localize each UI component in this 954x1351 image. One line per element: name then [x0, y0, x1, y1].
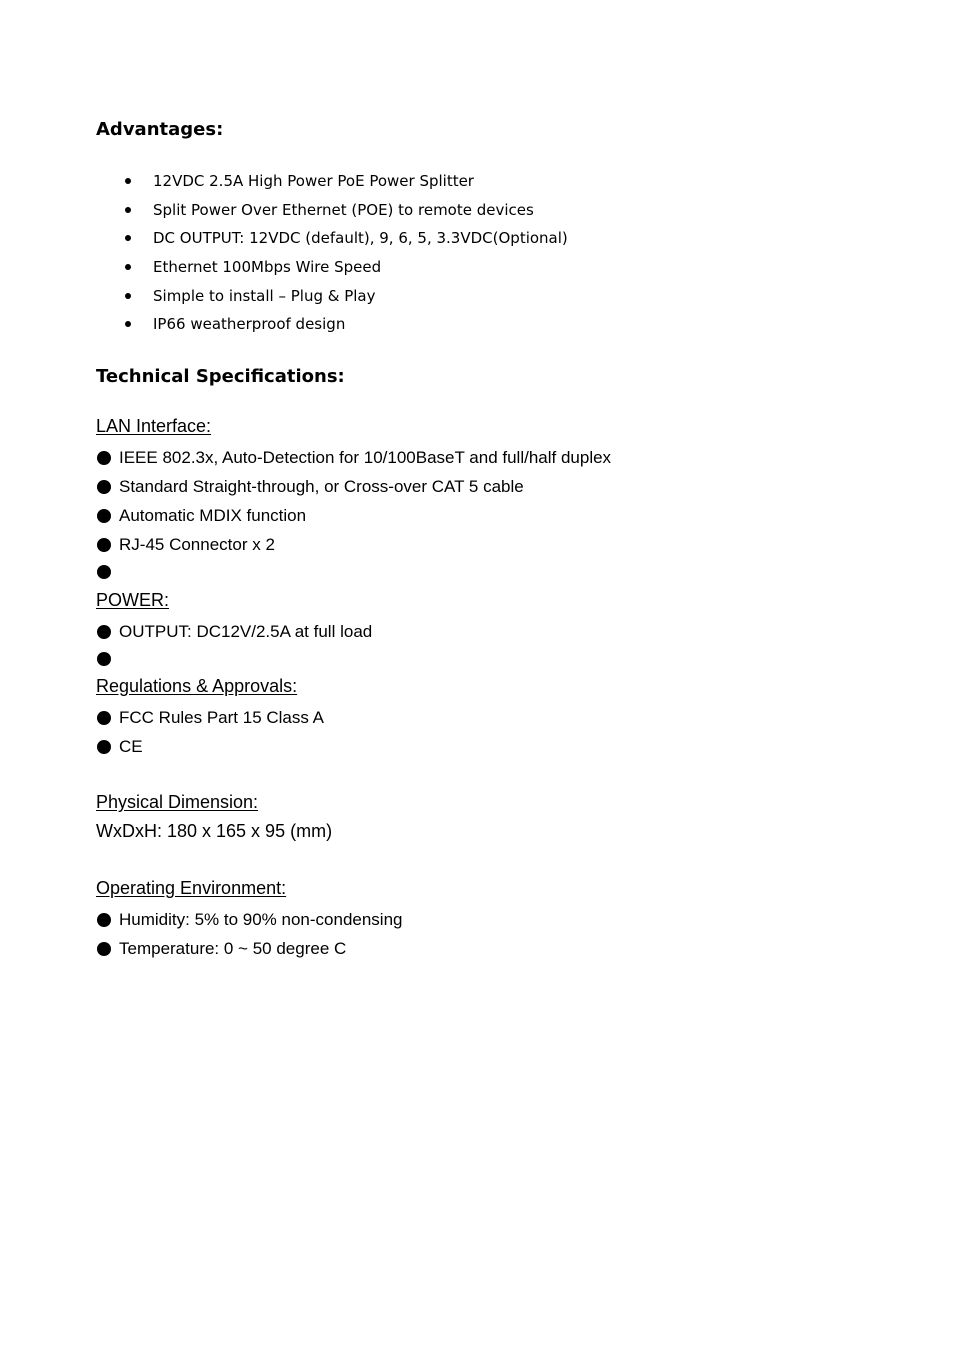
spec-text: Standard Straight-through, or Cross-over CAT 5 cable: [119, 477, 524, 496]
advantage-text: Ethernet 100Mbps Wire Speed: [153, 258, 382, 277]
advantages-heading: Advantages:: [96, 119, 224, 140]
bullet-icon: [97, 711, 111, 725]
list-item: [96, 909, 403, 938]
lan-interface-list: [96, 447, 611, 563]
list-item: [96, 621, 372, 650]
advantage-text: DC OUTPUT: 12VDC (default), 9, 6, 5, 3.3VDC(Optional): [153, 229, 568, 248]
list-item: [96, 313, 568, 342]
list-item: [96, 736, 324, 765]
list-item: [96, 938, 403, 967]
list-item: [96, 199, 568, 228]
list-item: [96, 447, 611, 476]
operating-environment-title: Operating Environment:: [96, 878, 287, 898]
power-title: POWER:: [96, 590, 170, 610]
list-item: [96, 476, 611, 505]
empty-bullet-icon: [97, 652, 111, 666]
empty-bullet-icon: [97, 565, 111, 579]
advantage-text: Simple to install – Plug & Play: [153, 286, 376, 305]
bullet-icon: [97, 509, 111, 523]
list-item: [96, 227, 568, 256]
bullet-icon: [97, 625, 111, 639]
power-list: [96, 621, 372, 650]
regulations-list: [96, 707, 324, 765]
physical-dimension-value: WxDxH: 180 x 165 x 95 (mm): [96, 821, 333, 841]
regulations-title: Regulations & Approvals:: [96, 676, 298, 696]
spec-text: CE: [119, 737, 143, 756]
bullet-icon: [125, 264, 131, 270]
bullet-icon: [125, 235, 131, 241]
bullet-icon: [97, 740, 111, 754]
bullet-icon: [97, 538, 111, 552]
advantages-list: [96, 170, 568, 342]
bullet-icon: [125, 321, 131, 327]
tech-specs-heading: Technical Specifications:: [96, 366, 345, 387]
spec-text: Temperature: 0 ~ 50 degree C: [119, 939, 347, 958]
list-item: [96, 256, 568, 285]
bullet-icon: [125, 293, 131, 299]
bullet-icon: [97, 942, 111, 956]
list-item: [96, 505, 611, 534]
bullet-icon: [97, 451, 111, 465]
list-item: [96, 285, 568, 314]
spec-text: RJ-45 Connector x 2: [119, 535, 275, 554]
advantage-text: IP66 weatherproof design: [153, 315, 346, 334]
advantage-text: 12VDC 2.5A High Power PoE Power Splitter: [153, 172, 474, 190]
list-item: [96, 707, 324, 736]
list-item: [96, 170, 568, 199]
spec-text: FCC Rules Part 15 Class A: [119, 708, 325, 727]
spec-text: IEEE 802.3x, Auto-Detection for 10/100BaseT and full/half duplex: [119, 448, 612, 467]
operating-environment-list: [96, 909, 403, 967]
advantage-text: Split Power Over Ethernet (POE) to remote devices: [153, 200, 534, 219]
physical-dimension-title: Physical Dimension:: [96, 792, 259, 812]
spec-text: OUTPUT: DC12V/2.5A at full load: [119, 622, 373, 641]
lan-interface-title: LAN Interface:: [96, 416, 212, 436]
bullet-icon: [125, 178, 131, 184]
bullet-icon: [97, 913, 111, 927]
spec-text: Automatic MDIX function: [119, 506, 307, 525]
spec-text: Humidity: 5% to 90% non-condensing: [119, 910, 403, 929]
bullet-icon: [97, 480, 111, 494]
list-item: [96, 534, 611, 563]
bullet-icon: [125, 207, 131, 213]
